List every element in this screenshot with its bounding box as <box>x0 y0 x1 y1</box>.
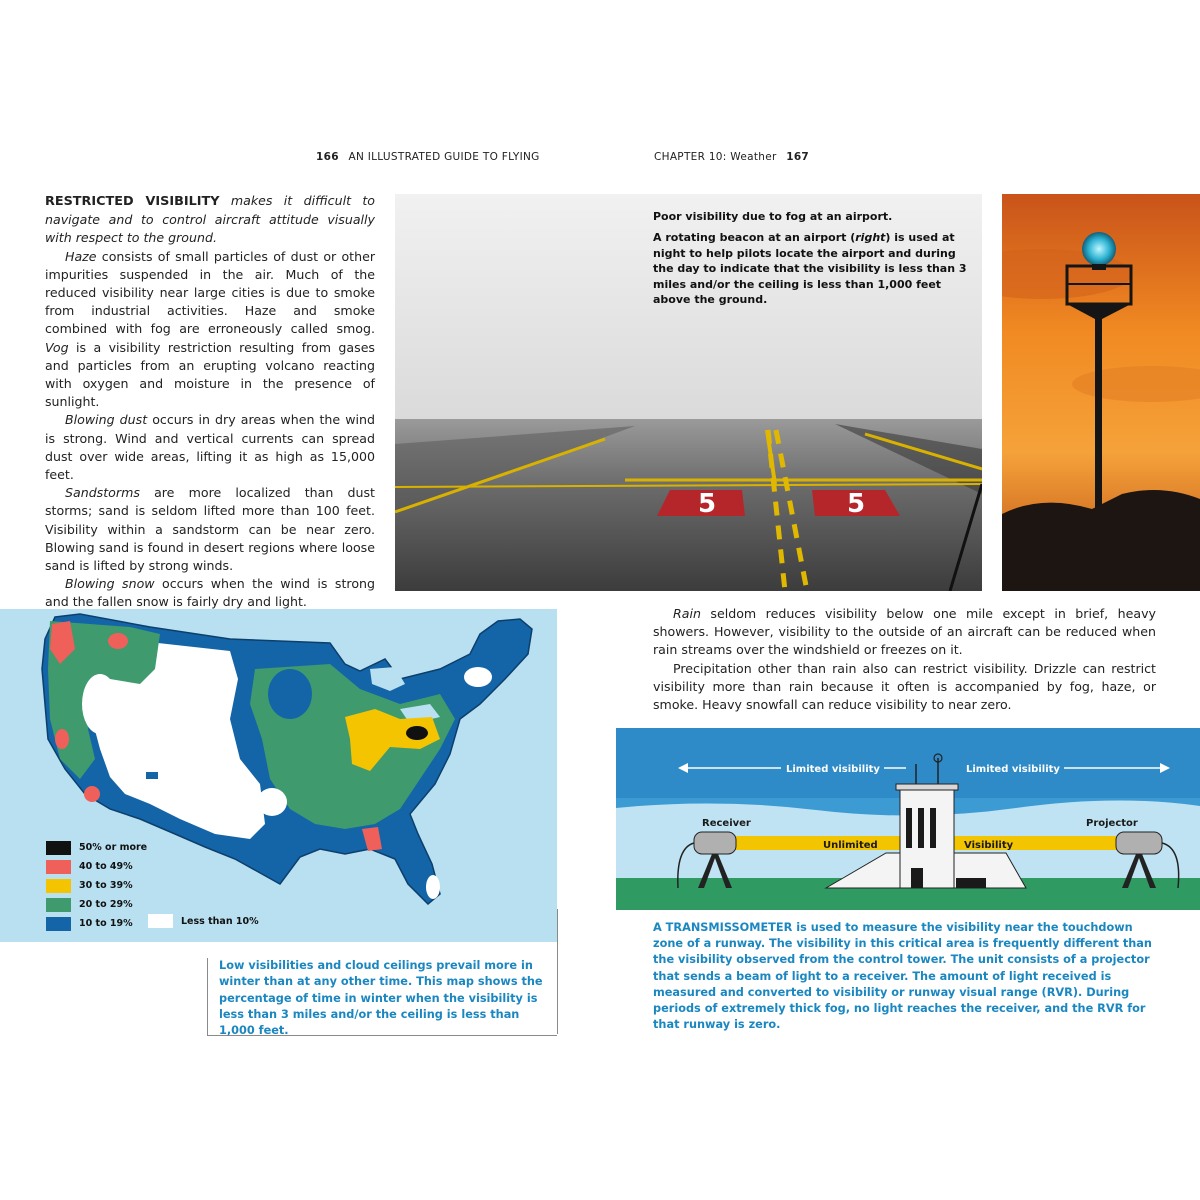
legend-swatch-white <box>148 914 173 928</box>
paragraph-text: is a visibility restriction resulting from gases and particles from an erupting volcano reacting with oxygen and moisture in the presence of sunlight. <box>45 339 375 410</box>
paragraph-text: makes it difficult to navigate and to control aircraft attitude visually with respect to the ground. <box>45 193 375 246</box>
left-running-header <box>310 151 540 163</box>
us-blue-plains <box>268 669 312 719</box>
fog-photo-caption <box>653 209 971 307</box>
caption-text: is used to measure the visibility near the touchdown zone of a runway. The visibility in this critical area is frequently different than the visibility observed from the control tower. The unit consists of a projector that sends a beam of light to a receiver. The amount of light received is measured and converted to visibility or runway visual range (RVR). During periods of extremely thick fog, no light reaches the receiver, and the RVR for that runway is zero. <box>653 921 1152 1032</box>
skyline-silhouette <box>1002 490 1200 591</box>
legend-label: 40 to 49% <box>79 861 133 872</box>
left-page-number: 166 <box>316 151 339 163</box>
beacon-caption <box>653 230 971 307</box>
transmissometer-diagram <box>616 728 1200 910</box>
term: Sandstorms <box>65 485 140 501</box>
term: Blowing snow <box>65 576 155 592</box>
legend-swatch-yellow <box>46 879 71 893</box>
us-white-northeast <box>464 667 492 687</box>
beacon-light <box>1082 232 1116 266</box>
transmissometer-caption <box>653 920 1158 1033</box>
limited-visibility-left: Limited visibility <box>786 764 880 775</box>
projector-label: Projector <box>1086 818 1138 829</box>
paragraph-precipitation: Precipitation other than rain also can restrict visibility. Drizzle can restrict visibility more than rain because it often is accompanied by fog, haze, or smoke. Heavy snowfall can reduce visibility to near zero. <box>653 660 1156 713</box>
tower-cab-roof <box>896 784 958 790</box>
term: Blowing dust <box>65 412 148 428</box>
legend-swatch-red <box>46 860 71 874</box>
term: Haze <box>65 248 97 264</box>
right-running-header <box>654 151 815 163</box>
unlimited-label: Unlimited <box>823 840 878 851</box>
right-body-text <box>653 605 1156 714</box>
left-book-title: AN ILLUSTRATED GUIDE TO FLYING <box>348 151 540 163</box>
legend-swatch-black <box>46 841 71 855</box>
paragraph-text: occurs in dry areas when the wind is strong. Wind and vertical currents can spread dust over wide areas, lifting it as high as 15,000 feet. <box>45 412 375 483</box>
caption-lead: A TRANSMISSOMETER <box>653 921 793 934</box>
us-black-region <box>406 726 428 740</box>
us-blue-spot <box>146 772 158 779</box>
visibility-label: Visibility <box>964 840 1014 851</box>
paragraph-text: occurs when the wind is strong and the fallen snow is fairly dry and light. <box>45 576 376 610</box>
legend-row <box>46 895 147 914</box>
legend-row-white <box>148 914 259 928</box>
legend-label: 50% or more <box>79 842 148 853</box>
section-lead: RESTRICTED VISIBILITY <box>45 194 220 209</box>
paragraph-text: seldom reduces visibility below one mile except in brief, heavy showers. However, visibility to the outside of an aircraft can be reduced when rain streams over the windshield or freezes on it. <box>653 606 1156 658</box>
legend-label: 10 to 19% <box>79 918 133 929</box>
us-white-florida <box>426 875 440 899</box>
paragraph-text: are more localized than dust storms; sand is seldom lifted more than 100 feet. Visibility within a sandstorm can be near zero. Blowing sand is found in desert regions where loose sand is lifted by strong winds. <box>45 485 375 574</box>
transmissometer-illustration <box>616 728 1200 910</box>
beacon-mount <box>1092 264 1106 270</box>
us-red-california <box>55 729 69 749</box>
map-legend <box>46 838 147 933</box>
legend-row <box>46 914 147 933</box>
us-white-interior <box>82 674 118 734</box>
us-red-idaho <box>108 633 128 649</box>
receiver-label: Receiver <box>702 818 751 829</box>
limited-visibility-right: Limited visibility <box>966 764 1060 775</box>
paragraph-haze <box>45 248 375 412</box>
us-red-socal <box>84 786 100 802</box>
caption-text: ) is used at night to help pilots locate the airport and during the day to indicate that the visibility is less than 3 miles and/or the ceiling is less than 1,000 feet above the ground. <box>653 231 967 307</box>
caption-text: A rotating beacon at an airport ( <box>653 231 856 245</box>
rotating-beacon-photo <box>1002 194 1200 591</box>
building-window <box>956 878 986 888</box>
tower-window <box>906 808 912 848</box>
legend-row <box>46 857 147 876</box>
paragraph-restricted-visibility <box>45 192 375 248</box>
caption-emphasis: right <box>855 231 886 245</box>
receiver-unit <box>694 832 736 854</box>
right-page-number: 167 <box>786 151 810 163</box>
paragraph-text: consists of small particles of dust or other impurities suspended in the air. Much of the reduced visibility near large cities is due to smoke from industrial activities. Haze and smoke combined with fog are erroneously called smog. <box>45 248 375 337</box>
fog-caption-line: Poor visibility due to fog at an airport. <box>653 210 893 223</box>
us-white-texas <box>257 788 287 816</box>
runway-number-right: 5 <box>846 489 866 519</box>
beacon-pole <box>1095 314 1102 534</box>
map-caption: Low visibilities and cloud ceilings prevail more in winter than at any other time. This map shows the percentage of time in winter when the visibility is less than 3 miles and/or the ceiling is less than 1,000 feet. <box>207 958 557 1036</box>
legend-label: Less than 10% <box>181 915 259 927</box>
right-chapter-title: CHAPTER 10: Weather <box>654 151 777 163</box>
paragraph-blowing-dust <box>45 411 375 484</box>
runway-number-left: 5 <box>697 489 717 519</box>
legend-label: 20 to 29% <box>79 899 133 910</box>
building-door <box>911 868 923 888</box>
legend-row <box>46 838 147 857</box>
legend-swatch-green <box>46 898 71 912</box>
paragraph-rain <box>653 605 1156 660</box>
paragraph-blowing-snow <box>45 575 375 611</box>
projector-unit <box>1116 832 1162 854</box>
caption-divider <box>557 909 558 1034</box>
left-body-text <box>45 192 375 612</box>
legend-swatch-blue <box>46 917 71 931</box>
paragraph-sandstorms <box>45 484 375 575</box>
term: Rain <box>673 606 701 621</box>
term: Vog <box>45 339 69 355</box>
tower-window <box>918 808 924 848</box>
beacon-illustration <box>1002 194 1200 591</box>
legend-row <box>46 876 147 895</box>
legend-label: 30 to 39% <box>79 880 133 891</box>
tower-window <box>930 808 936 848</box>
